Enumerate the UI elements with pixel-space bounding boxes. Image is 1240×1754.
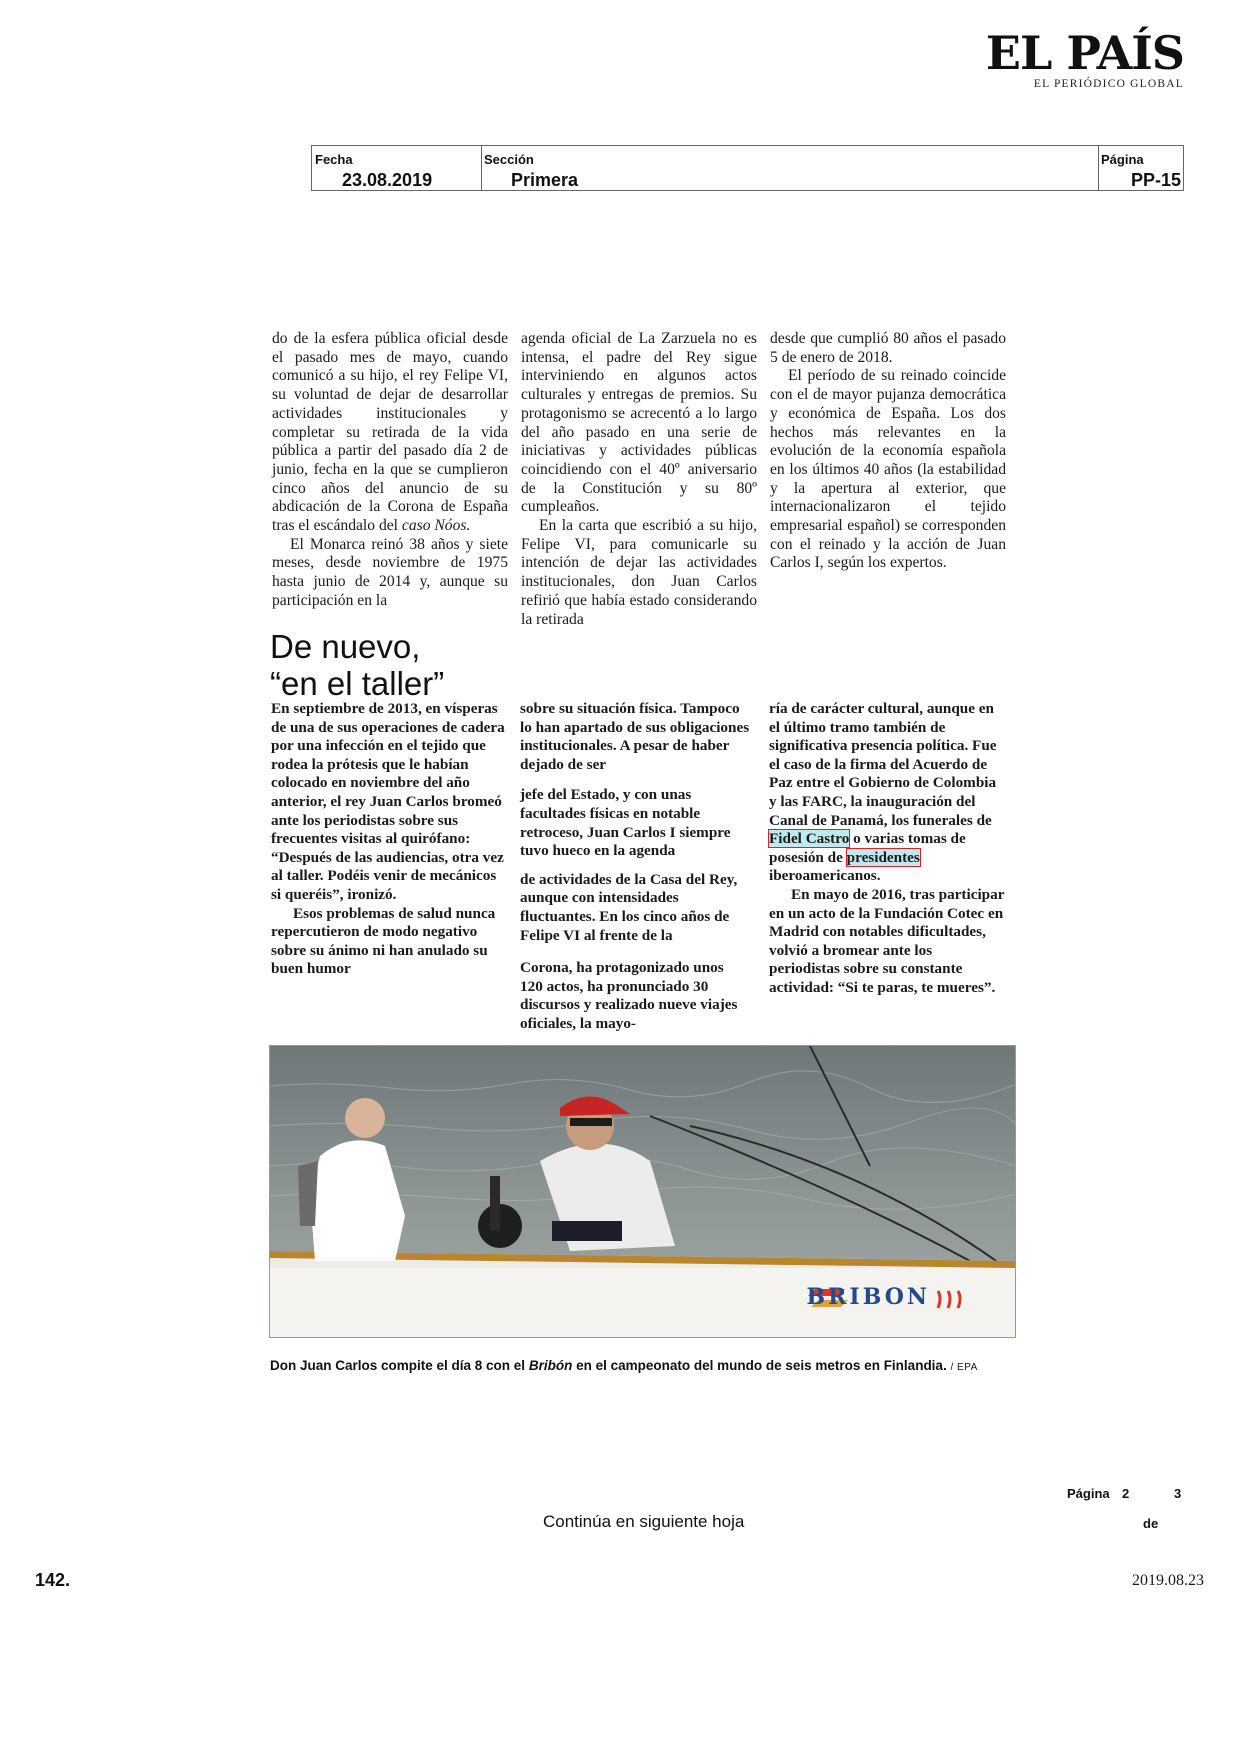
- highlight-presidentes: presidentes: [846, 848, 920, 866]
- article-paragraph: desde que cumplió 80 años el pasado 5 de enero de 2018.: [770, 330, 1006, 366]
- article-column-2: [521, 330, 757, 629]
- masthead-logo: [985, 26, 1184, 90]
- photo-credit: / EPA: [950, 1362, 978, 1373]
- footer-de: de: [1143, 1516, 1159, 1531]
- hull-lettering: BRIBON: [806, 1284, 930, 1310]
- highlight-fidel-castro: Fidel Castro: [769, 830, 850, 848]
- footer-pagina-num: 2: [1122, 1486, 1130, 1501]
- sidebar-column-2: [520, 700, 750, 1034]
- article-column-3: [770, 330, 1006, 573]
- sidebar-column-3: [769, 700, 1005, 998]
- clipping-date: 2019.08.23: [1132, 1572, 1204, 1589]
- pagina-value: PP-15: [1130, 170, 1181, 190]
- seccion-label: Sección: [484, 152, 534, 167]
- sidebar-paragraph: En septiembre de 2013, en vísperas de una de sus operaciones de cadera por una infección en el tejido que rodea la prótesis que le habían colocado en noviembre del año anterior, el rey Juan Carlos bromeó ante los periodistas sobre sus frecuentes visitas al quirófano: “Después de las audiencias, otra vez al taller. Podéis venir de mecánicos si queréis”, ironizó.: [271, 700, 505, 903]
- article-photo: [269, 1045, 1016, 1338]
- sidebar-paragraph: En mayo de 2016, tras participar en un acto de la Fundación Cotec en Madrid con notables dificultades, volvió a bromear ante los periodistas sobre su constante actividad: “Si te paras, te mueres”.: [769, 885, 1005, 996]
- fecha-cell: [312, 146, 482, 190]
- sidebar-paragraph: de actividades de la Casa del Rey, aunque con intensidades fluctuantes. En los cinco años de Felipe VI al frente de la: [520, 870, 738, 944]
- caption-boat-name: Bribón: [528, 1358, 573, 1373]
- seccion-cell: [481, 146, 1099, 190]
- footer-pagina-total: 3: [1174, 1486, 1182, 1501]
- sidebar-headline: De nuevo, “en el taller”: [270, 628, 445, 702]
- fecha-label: Fecha: [315, 152, 353, 167]
- clipping-header: [311, 145, 1184, 191]
- sidebar-paragraph: sobre su situación física. Tampoco lo han apartado de sus obligaciones institucionales. A pesar de haber dejado de ser: [520, 700, 750, 773]
- article-paragraph: En la carta que escribió a su hijo, Felipe VI, para comunicarle su intención de dejar las actividades institucionales, don Juan Carlos refirió que había estado considerando la retirada: [521, 517, 757, 628]
- pagina-label: Página: [1101, 152, 1144, 167]
- seccion-value: Primera: [511, 170, 579, 190]
- sidebar-paragraph: Esos problemas de salud nunca repercutieron de modo negativo sobre su ánimo ni han anulado su buen humor: [271, 904, 496, 978]
- sailing-photo-illustration: [270, 1046, 1016, 1338]
- clipping-number: 142.: [35, 1570, 71, 1590]
- sidebar-paragraph: jefe del Estado, y con unas facultades físicas en notable retroceso, Juan Carlos I siempre tuvo hueco en la agenda: [520, 786, 731, 860]
- footer-pagina-label: Página: [1067, 1486, 1110, 1501]
- article-paragraph: El Monarca reinó 38 años y siete meses, desde noviembre de 1975 hasta junio de 2014 y, aunque su participación en la: [272, 535, 508, 609]
- sidebar-paragraph: ría de carácter cultural, aunque en el último tramo también de significativa presencia política. Fue el caso de la firma del Acuerdo de Paz entre el Gobierno de Colombia y las FARC, la inauguración del Canal de Panamá, los funerales de Fidel Castro o varias tomas de posesión de presidentes iberoamericanos.: [769, 700, 997, 885]
- sidebar-paragraph: Corona, ha protagonizado unos 120 actos, ha pronunciado 30 discursos y realizado nueve viajes oficiales, la mayo-: [520, 959, 738, 1032]
- continua-notice: Continúa en siguiente hoja: [543, 1512, 745, 1531]
- article-paragraph: El período de su reinado coincide con el de mayor pujanza democrática y económica de España. Los dos hechos más relevantes en la evolución de la economía española en los últimos 40 años (la estabilidad y la apertura al exterior, que internacionalizaron el tejido empresarial español) se corresponden con el reinado y la acción de Juan Carlos I, según los expertos.: [770, 367, 1006, 572]
- sidebar-column-1: [271, 700, 509, 979]
- photo-caption: Don Juan Carlos compite el día 8 con el Bribón en el campeonato del mundo de seis metros en Finlandia. / EPA: [270, 1358, 978, 1373]
- fecha-value: 23.08.2019: [342, 170, 433, 190]
- italic-text: caso Nóos.: [401, 517, 471, 535]
- logo-tagline: EL PERIÓDICO GLOBAL: [1033, 78, 1184, 90]
- pagina-cell: [1098, 146, 1183, 190]
- logo-text: EL PAÍS: [985, 26, 1184, 80]
- article-column-1: [272, 330, 508, 611]
- article-paragraph: do de la esfera pública oficial desde el pasado mes de mayo, cuando comunicó a su hijo, el rey Felipe VI, su voluntad de dejar de desarrollar actividades institucionales y completar su retirada de la vida pública a partir del pasado día 2 de junio, fecha en la que se cumplieron cinco años del anuncio de su abdicación de la Corona de España tras el escándalo del caso Nóos.: [272, 330, 508, 535]
- article-paragraph: agenda oficial de La Zarzuela no es intensa, el padre del Rey sigue interviniendo en algunos actos culturales y entregas de premios. Su protagonismo se acrecentó a lo largo del año pasado en una serie de iniciativas y actividades públicas coincidiendo con el 40º aniversario de la Constitución y su 80º cumpleaños.: [521, 330, 757, 516]
